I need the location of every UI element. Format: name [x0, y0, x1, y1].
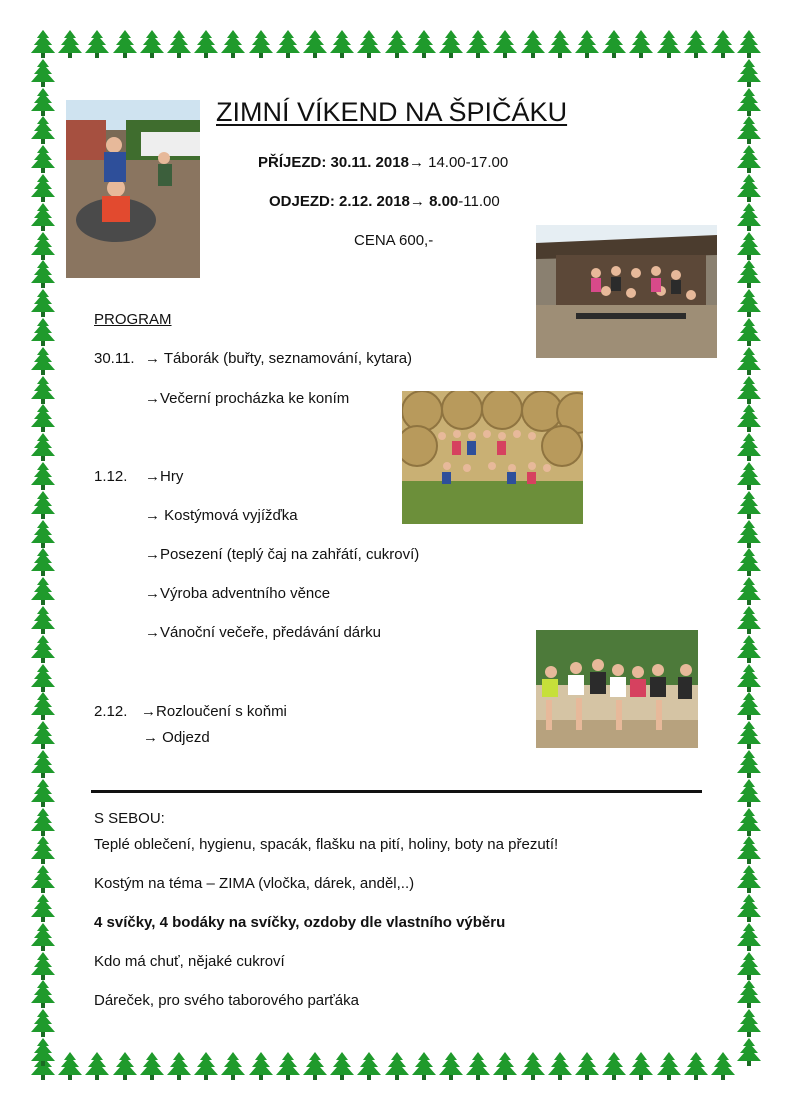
- tree-icon: [248, 1052, 274, 1080]
- program-item: → Kostýmová vyjížďka: [145, 507, 298, 524]
- tree-border-left: [30, 30, 58, 1080]
- bring-item: Kdo má chuť, nějaké cukroví: [94, 953, 285, 970]
- tree-icon: [492, 1052, 518, 1080]
- tree-icon: [736, 1038, 762, 1066]
- tree-icon: [736, 577, 762, 605]
- divider: [91, 790, 702, 793]
- tree-icon: [736, 865, 762, 893]
- tree-icon: [30, 923, 56, 951]
- tree-icon: [547, 1052, 573, 1080]
- tree-icon: [166, 1052, 192, 1080]
- tree-icon: [574, 1052, 600, 1080]
- tree-icon: [30, 462, 56, 490]
- tree-icon: [30, 894, 56, 922]
- tree-icon: [465, 30, 491, 58]
- bring-item: Kostým na téma – ZIMA (vločka, dárek, anděl,..): [94, 875, 415, 892]
- departure-label: ODJEZD: 2.12. 2018: [269, 193, 410, 210]
- tree-icon: [736, 894, 762, 922]
- tree-icon: [736, 520, 762, 548]
- bring-item: Teplé oblečení, hygienu, spacák, flašku na pití, holiny, boty na přezutí!: [94, 836, 559, 853]
- tree-icon: [30, 980, 56, 1008]
- tree-icon: [30, 865, 56, 893]
- tree-icon: [30, 376, 56, 404]
- tree-icon: [736, 88, 762, 116]
- program-item: →Hry: [145, 468, 184, 485]
- tree-icon: [736, 750, 762, 778]
- tree-icon: [193, 30, 219, 58]
- tree-icon: [736, 376, 762, 404]
- arrival-time: 14.00-17.00: [423, 154, 509, 171]
- tree-icon: [574, 30, 600, 58]
- program-item: →Rozloučení s koňmi: [141, 703, 287, 720]
- arrival-label: PŘÍJEZD: 30.11. 2018: [258, 154, 409, 171]
- tree-icon: [30, 145, 56, 173]
- tree-icon: [220, 1052, 246, 1080]
- tree-icon: [736, 433, 762, 461]
- tree-icon: [30, 174, 56, 202]
- tree-icon: [329, 1052, 355, 1080]
- tree-icon: [57, 1052, 83, 1080]
- tree-icon: [30, 347, 56, 375]
- program-item: →Večerní procházka ke koním: [145, 390, 350, 407]
- tree-icon: [736, 347, 762, 375]
- tree-icon: [601, 1052, 627, 1080]
- arrival-line: [258, 154, 508, 171]
- tree-icon: [30, 30, 56, 58]
- tree-icon: [736, 462, 762, 490]
- tree-icon: [736, 980, 762, 1008]
- tree-icon: [30, 1009, 56, 1037]
- tree-icon: [30, 779, 56, 807]
- tree-border-bottom: [30, 1052, 764, 1080]
- tree-icon: [30, 260, 56, 288]
- tree-icon: [520, 30, 546, 58]
- tree-icon: [465, 1052, 491, 1080]
- tree-icon: [220, 30, 246, 58]
- tree-icon: [736, 145, 762, 173]
- arrow-icon: →: [409, 193, 425, 210]
- tree-icon: [84, 1052, 110, 1080]
- tree-icon: [438, 30, 464, 58]
- tree-icon: [30, 808, 56, 836]
- day2-date: 1.12.: [94, 468, 128, 485]
- tree-icon: [30, 433, 56, 461]
- tree-icon: [736, 548, 762, 576]
- tree-icon: [736, 606, 762, 634]
- tree-icon: [139, 1052, 165, 1080]
- tree-icon: [356, 1052, 382, 1080]
- tree-icon: [736, 635, 762, 663]
- tree-icon: [30, 318, 56, 346]
- tree-icon: [736, 952, 762, 980]
- tree-icon: [628, 1052, 654, 1080]
- tree-icon: [736, 174, 762, 202]
- day1-date: 30.11.: [94, 350, 135, 367]
- tree-icon: [30, 232, 56, 260]
- page-title: ZIMNÍ VÍKEND NA ŠPIČÁKU: [216, 97, 568, 127]
- program-item: →Výroba adventního věnce: [145, 585, 331, 602]
- bring-heading: S SEBOU:: [94, 810, 165, 827]
- tree-icon: [736, 59, 762, 87]
- tree-icon: [275, 1052, 301, 1080]
- tree-icon: [628, 30, 654, 58]
- arrow-icon: →: [408, 154, 424, 171]
- tree-icon: [492, 30, 518, 58]
- bring-item-bold: 4 svíčky, 4 bodáky na svíčky, ozdoby dle vlastního výběru: [94, 914, 506, 931]
- tree-icon: [30, 116, 56, 144]
- tree-icon: [384, 30, 410, 58]
- tree-icon: [384, 1052, 410, 1080]
- tree-icon: [736, 836, 762, 864]
- tree-icon: [736, 721, 762, 749]
- tree-icon: [30, 721, 56, 749]
- tree-icon: [30, 88, 56, 116]
- tree-icon: [30, 1038, 56, 1066]
- tree-icon: [736, 779, 762, 807]
- tree-icon: [736, 289, 762, 317]
- program-item: → Odjezd: [143, 729, 210, 746]
- tree-icon: [520, 1052, 546, 1080]
- tree-icon: [736, 260, 762, 288]
- photo-kids-sitting: [536, 630, 698, 748]
- tree-icon: [30, 203, 56, 231]
- tree-icon: [736, 491, 762, 519]
- price: CENA 600,-: [354, 232, 434, 249]
- tree-icon: [736, 404, 762, 432]
- tree-icon: [30, 520, 56, 548]
- tree-icon: [736, 923, 762, 951]
- departure-time-bold: 8.00: [424, 193, 459, 210]
- tree-icon: [736, 116, 762, 144]
- tree-icon: [736, 203, 762, 231]
- photo-group-hay-bales: [402, 391, 583, 524]
- departure-line: [269, 193, 500, 210]
- tree-icon: [30, 750, 56, 778]
- tree-icon: [736, 30, 762, 58]
- tree-icon: [438, 1052, 464, 1080]
- tree-icon: [30, 952, 56, 980]
- tree-icon: [30, 836, 56, 864]
- tree-icon: [710, 1052, 736, 1080]
- tree-icon: [329, 30, 355, 58]
- tree-icon: [736, 808, 762, 836]
- tree-icon: [683, 1052, 709, 1080]
- photo-kids-wheelbarrow: [66, 100, 200, 278]
- tree-icon: [656, 1052, 682, 1080]
- tree-icon: [30, 635, 56, 663]
- tree-icon: [275, 30, 301, 58]
- tree-icon: [30, 692, 56, 720]
- tree-icon: [193, 1052, 219, 1080]
- bring-item: Dáreček, pro svého taborového parťáka: [94, 992, 359, 1009]
- tree-icon: [30, 289, 56, 317]
- tree-icon: [84, 30, 110, 58]
- program-item: →Vánoční večeře, předávání dárku: [145, 624, 381, 641]
- departure-time-rest: -11.00: [458, 193, 500, 210]
- day3-date: 2.12.: [94, 703, 128, 720]
- tree-icon: [248, 30, 274, 58]
- tree-icon: [302, 1052, 328, 1080]
- tree-icon: [547, 30, 573, 58]
- tree-icon: [57, 30, 83, 58]
- tree-icon: [30, 59, 56, 87]
- tree-icon: [601, 30, 627, 58]
- tree-icon: [411, 30, 437, 58]
- tree-border-right: [736, 30, 764, 1080]
- program-heading: PROGRAM: [94, 311, 172, 328]
- tree-icon: [166, 30, 192, 58]
- program-item: →Posezení (teplý čaj na zahřátí, cukroví): [145, 546, 420, 563]
- tree-icon: [30, 664, 56, 692]
- photo-group-terrace: [536, 225, 717, 358]
- tree-icon: [30, 548, 56, 576]
- tree-icon: [30, 404, 56, 432]
- tree-icon: [736, 664, 762, 692]
- tree-icon: [112, 1052, 138, 1080]
- tree-icon: [139, 30, 165, 58]
- tree-icon: [736, 318, 762, 346]
- tree-icon: [112, 30, 138, 58]
- program-item: → Táborák (buřty, seznamování, kytara): [145, 350, 413, 367]
- tree-icon: [736, 232, 762, 260]
- tree-icon: [710, 30, 736, 58]
- tree-icon: [736, 1009, 762, 1037]
- tree-icon: [683, 30, 709, 58]
- tree-icon: [736, 692, 762, 720]
- tree-icon: [656, 30, 682, 58]
- tree-icon: [411, 1052, 437, 1080]
- tree-icon: [302, 30, 328, 58]
- tree-icon: [30, 491, 56, 519]
- tree-border-top: [30, 30, 764, 58]
- tree-icon: [356, 30, 382, 58]
- tree-icon: [30, 577, 56, 605]
- tree-icon: [30, 606, 56, 634]
